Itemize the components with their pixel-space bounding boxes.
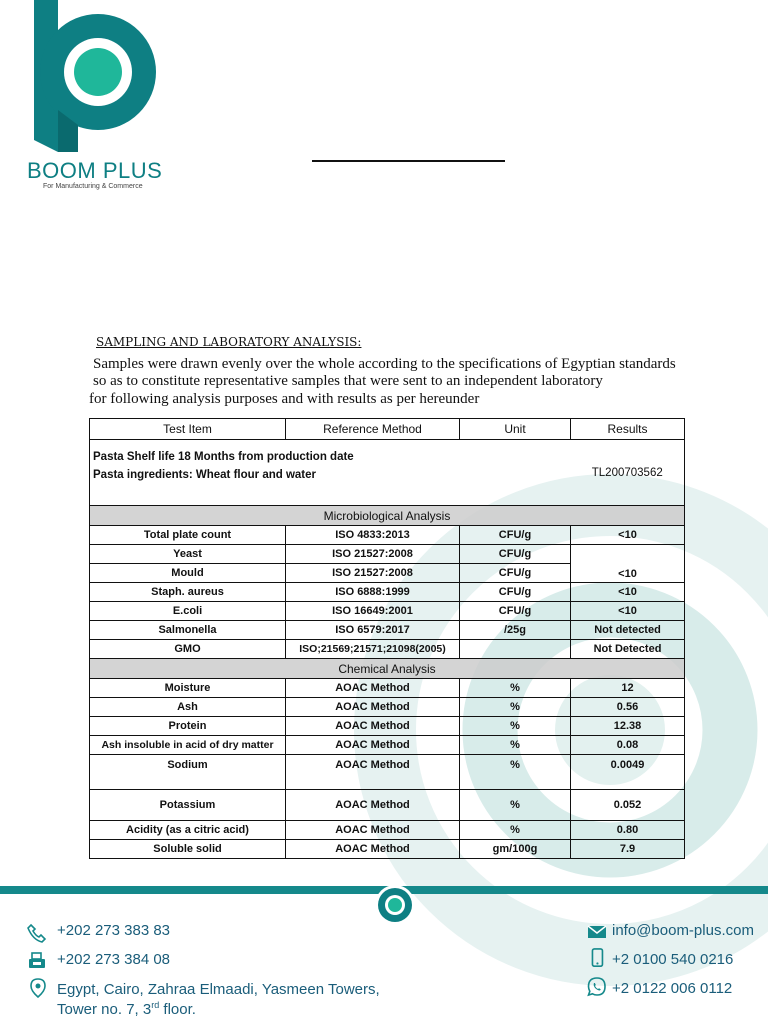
test-item: Protein: [90, 717, 286, 736]
email-icon: [587, 922, 607, 942]
product-shelf-life: Pasta Shelf life 18 Months from production date: [93, 451, 354, 463]
header-reference-method: Reference Method: [286, 419, 460, 440]
address-floor: floor.: [159, 1001, 196, 1018]
header-rule: [312, 160, 505, 162]
test-item: Ash insoluble in acid of dry matter: [90, 736, 286, 755]
unit: %: [460, 790, 571, 821]
fax-icon: [27, 951, 47, 971]
intro-line-1: Samples were drawn evenly over the whole according to the specifications of Egyptian standards: [93, 356, 676, 372]
reference-method: AOAC Method: [286, 736, 460, 755]
batch-code: TL200703562: [571, 440, 685, 506]
header-test-item: Test Item: [90, 419, 286, 440]
unit: CFU/g: [460, 545, 571, 564]
table-row: [90, 545, 685, 564]
micro-section-title: Microbiological Analysis: [90, 506, 685, 526]
result: 0.80: [571, 821, 685, 840]
test-item: Potassium: [90, 790, 286, 821]
unit: %: [460, 698, 571, 717]
product-row: [90, 440, 685, 506]
result: <10: [571, 545, 685, 583]
footer-whatsapp[interactable]: +2 0122 006 0112: [612, 980, 733, 997]
reference-method: ISO 21527:2008: [286, 564, 460, 583]
footer-email[interactable]: info@boom-plus.com: [612, 922, 754, 939]
result: 0.0049: [571, 755, 685, 790]
product-ingredients: Pasta ingredients: Wheat flour and water: [93, 469, 317, 481]
table-row: [90, 526, 685, 545]
brand-tagline: For Manufacturing & Commerce: [43, 183, 143, 190]
unit: CFU/g: [460, 564, 571, 583]
reference-method: AOAC Method: [286, 679, 460, 698]
unit: %: [460, 679, 571, 698]
reference-method: ISO;21569;21571;21098(2005): [286, 640, 460, 659]
result: Not detected: [571, 621, 685, 640]
unit: %: [460, 755, 571, 790]
boom-plus-logo-icon: [26, 0, 160, 152]
reference-method: AOAC Method: [286, 821, 460, 840]
analysis-table: [89, 418, 685, 859]
header-unit: Unit: [460, 419, 571, 440]
reference-method: ISO 6579:2017: [286, 621, 460, 640]
table-row: [90, 790, 685, 821]
test-item: Total plate count: [90, 526, 286, 545]
phone-icon: [27, 923, 47, 943]
test-item: Staph. aureus: [90, 583, 286, 602]
result: 0.052: [571, 790, 685, 821]
product-description: [90, 440, 571, 506]
unit: /25g: [460, 621, 571, 640]
test-item: E.coli: [90, 602, 286, 621]
whatsapp-icon: [587, 977, 607, 997]
intro-line-3: for following analysis purposes and with results as per hereunder: [89, 391, 480, 407]
test-item: Mould: [90, 564, 286, 583]
footer-fax: +202 273 384 08: [57, 951, 171, 968]
address-tower: Tower no. 7, 3: [57, 1001, 152, 1018]
unit: %: [460, 821, 571, 840]
result: 12: [571, 679, 685, 698]
table-header-row: [90, 419, 685, 440]
result: 12.38: [571, 717, 685, 736]
test-item: Moisture: [90, 679, 286, 698]
table-row: [90, 621, 685, 640]
table-row: [90, 698, 685, 717]
test-item: Soluble solid: [90, 840, 286, 859]
result: Not Detected: [571, 640, 685, 659]
table-row: [90, 840, 685, 859]
chem-section-title: Chemical Analysis: [90, 659, 685, 679]
table-row: [90, 583, 685, 602]
section-row-micro: [90, 506, 685, 526]
unit: CFU/g: [460, 526, 571, 545]
unit: gm/100g: [460, 840, 571, 859]
unit: CFU/g: [460, 583, 571, 602]
reference-method: AOAC Method: [286, 698, 460, 717]
test-item: Ash: [90, 698, 286, 717]
unit: CFU/g: [460, 602, 571, 621]
footer-logo-icon: [372, 884, 418, 926]
table-row: [90, 640, 685, 659]
result: <10: [571, 602, 685, 621]
test-item: Salmonella: [90, 621, 286, 640]
table-row: [90, 736, 685, 755]
footer-mobile[interactable]: +2 0100 540 0216: [612, 951, 734, 968]
result: 7.9: [571, 840, 685, 859]
result: <10: [571, 526, 685, 545]
table-row: [90, 602, 685, 621]
table-row: [90, 679, 685, 698]
unit: %: [460, 717, 571, 736]
address-floor-suffix: rd: [151, 1000, 160, 1010]
test-item: Acidity (as a citric acid): [90, 821, 286, 840]
footer-address-line-2: [57, 1000, 196, 1018]
table-row: [90, 717, 685, 736]
brand-name: BOOM PLUS: [27, 158, 163, 183]
test-item: Sodium: [90, 755, 286, 790]
table-row: [90, 821, 685, 840]
reference-method: ISO 6888:1999: [286, 583, 460, 602]
result: 0.56: [571, 698, 685, 717]
header-results: Results: [571, 419, 685, 440]
test-item: GMO: [90, 640, 286, 659]
intro-line-2: so as to constitute representative samples that were sent to an independent laboratory: [93, 373, 603, 389]
mobile-phone-icon: [587, 948, 607, 968]
reference-method: AOAC Method: [286, 717, 460, 736]
unit: [460, 640, 571, 659]
section-row-chem: [90, 659, 685, 679]
footer-phone[interactable]: +202 273 383 83: [57, 922, 171, 939]
result: 0.08: [571, 736, 685, 755]
reference-method: ISO 21527:2008: [286, 545, 460, 564]
test-item: Yeast: [90, 545, 286, 564]
section-heading: SAMPLING AND LABORATORY ANALYSIS:: [96, 335, 362, 349]
reference-method: ISO 16649:2001: [286, 602, 460, 621]
location-pin-icon: [28, 978, 48, 998]
reference-method: ISO 4833:2013: [286, 526, 460, 545]
table-row: [90, 755, 685, 790]
unit: %: [460, 736, 571, 755]
reference-method: AOAC Method: [286, 755, 460, 790]
footer-address-line-1: Egypt, Cairo, Zahraa Elmaadi, Yasmeen Towers,: [57, 981, 380, 998]
result: <10: [571, 583, 685, 602]
reference-method: AOAC Method: [286, 790, 460, 821]
reference-method: AOAC Method: [286, 840, 460, 859]
